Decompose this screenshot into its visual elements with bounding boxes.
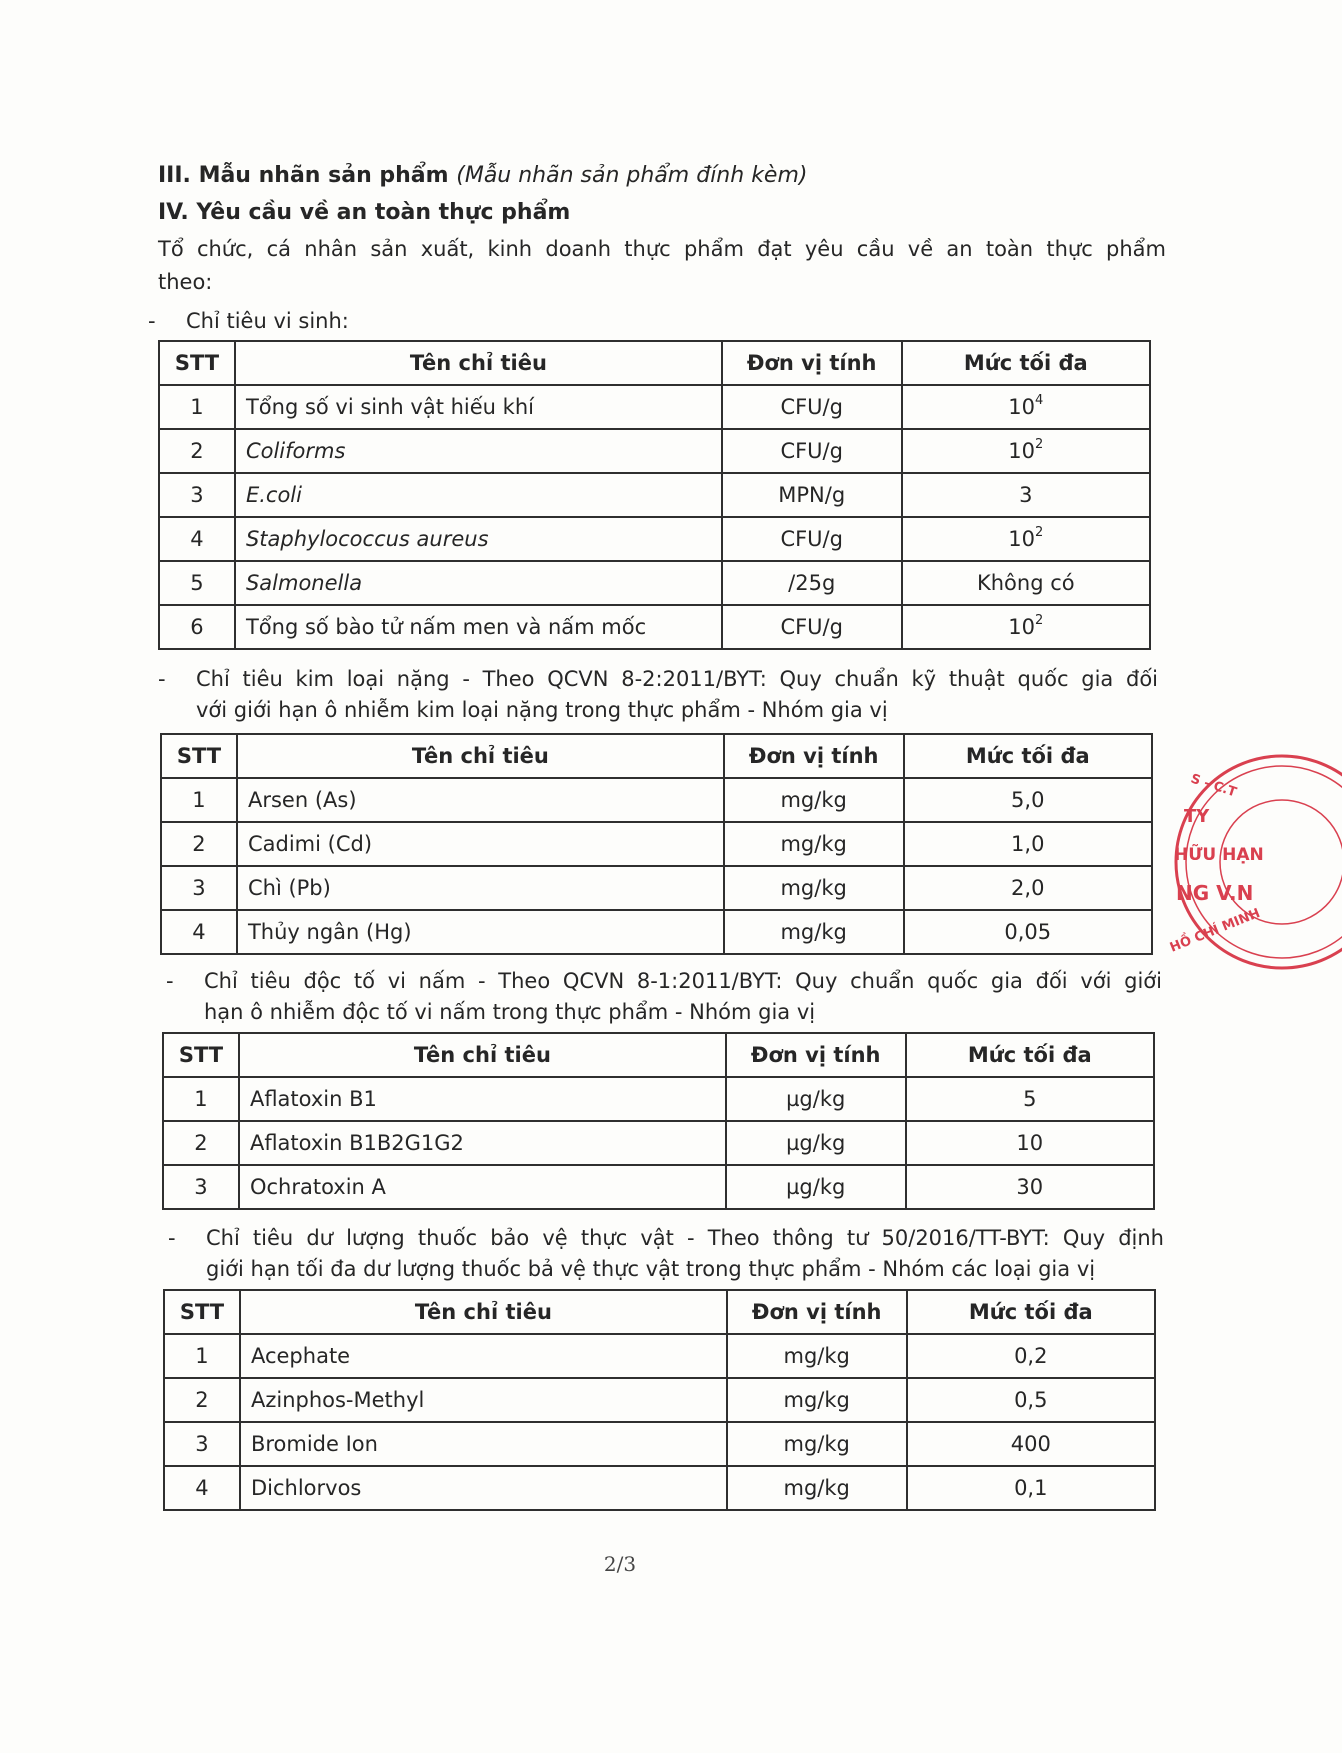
pesticides-table	[163, 1289, 1156, 1511]
stamp-text-3: HỮU HẠN	[1174, 845, 1264, 865]
header-name: Tên chỉ tiêu	[239, 1033, 726, 1077]
header-unit: Đơn vị tính	[722, 341, 902, 385]
heavy-metals-label-line2: với giới hạn ô nhiễm kim loại nặng trong thực phẩm - Nhóm gia vị	[196, 698, 888, 722]
header-unit: Đơn vị tính	[726, 1033, 906, 1077]
header-unit: Đơn vị tính	[727, 1290, 907, 1334]
header-unit: Đơn vị tính	[724, 734, 904, 778]
row-name: Bromide Ion	[240, 1422, 727, 1466]
row-stt: 5	[159, 561, 235, 605]
header-max: Mức tối đa	[906, 1033, 1154, 1077]
row-name: Aflatoxin B1	[239, 1077, 726, 1121]
row-name: Coliforms	[235, 429, 722, 473]
row-name: Thủy ngân (Hg)	[237, 910, 724, 954]
row-max: $10^2$	[902, 517, 1150, 561]
row-unit: mg/kg	[727, 1466, 907, 1510]
table-row	[159, 605, 1150, 649]
row-stt: 4	[161, 910, 237, 954]
row-unit: MPN/g	[722, 473, 902, 517]
row-stt: 2	[163, 1121, 239, 1165]
row-max: 0,5	[907, 1378, 1155, 1422]
document-page: III. Mẫu nhãn sản phẩm (Mẫu nhãn sản phẩm đính kèm) IV. Yêu cầu về an toàn thực phẩm Tổ chức, cá nhân sản xuất, kinh doanh thực phẩm đạt yêu cầu về an toàn thực phẩm theo: - Chỉ tiêu vi sinh: STT Tên chỉ tiêu Đơn vị tính Mức tối đa 1 Tổng số vi sinh vật hiếu khí CFU/g $10^4$ 2 Coliforms CFU/g $10^2$ 3 E.coli MPN/g 3 4 Staphylococcus aureus CFU/g $10^2$ 5 Salmonella /25g Không có 6 Tổng số bào tử nấm men và nấm mốc CFU/g $10^2$ - Chỉ tiêu kim loại nặng - Theo QCVN 8-2:2011/BYT: Quy chuẩn kỹ thuật quốc gia đối với giới hạn ô nhiễm kim loại nặng trong thực phẩm - Nhóm gia vị STT Tên chỉ tiêu Đơn vị tính Mức tối đa 1 Arsen (As) mg/kg 5,0 2 Cadimi (Cd) mg/kg 1,0 3 Chì (Pb) mg/kg 2,0 4 Thủy ngân (Hg) mg/kg 0,05 - Chỉ tiêu độc tố vi nấm - Theo QCVN 8-1:2011/BYT: Quy chuẩn quốc gia đối với giới hạn ô nhiễm độc tố vi nấm trong thực phẩm - Nhóm gia vị STT Tên chỉ tiêu Đơn vị tính Mức tối đa 1 Aflatoxin B1 µg/kg 5 2 Aflatoxin B1B2G1G2 µg/kg 10 3 Ochratoxin A µg/kg 30 - Chỉ tiêu dư lượng thuốc bảo vệ thực vật - Theo thông tư 50/2016/TT-BYT: Quy định giới hạn tối đa dư lượng thuốc bả vệ thực vật trong thực phẩm - Nhóm các loại gia vị STT Tên chỉ tiêu Đơn vị tính Mức tối đa 1 Acephate mg/kg 0,2 2 Azinphos-Methyl mg/kg 0,5 3 Bromide Ion mg/kg 400 4 Dichlorvos mg/kg 0,1 S - C.T TY HỮU HẠN NG V.N HỒ CHÍ MINH 2/3	[0, 0, 1240, 1753]
row-stt: 3	[159, 473, 235, 517]
row-name: Salmonella	[235, 561, 722, 605]
header-max: Mức tối đa	[907, 1290, 1155, 1334]
header-stt: STT	[159, 341, 235, 385]
pesticides-label-line2: giới hạn tối đa dư lượng thuốc bả vệ thực vật trong thực phẩm - Nhóm các loại gia vị	[206, 1257, 1096, 1281]
row-stt: 1	[161, 778, 237, 822]
row-max: $10^2$	[902, 605, 1150, 649]
stamp-text-5: HỒ CHÍ MINH	[1167, 905, 1263, 956]
row-name: Ochratoxin A	[239, 1165, 726, 1209]
row-max: 1,0	[904, 822, 1152, 866]
table-row	[164, 1466, 1155, 1510]
row-stt: 4	[164, 1466, 240, 1510]
row-stt: 3	[163, 1165, 239, 1209]
row-unit: /25g	[722, 561, 902, 605]
row-max: 0,05	[904, 910, 1152, 954]
row-name: Acephate	[240, 1334, 727, 1378]
row-name: Chì (Pb)	[237, 866, 724, 910]
row-max: 2,0	[904, 866, 1152, 910]
header-stt: STT	[164, 1290, 240, 1334]
row-unit: CFU/g	[722, 517, 902, 561]
row-name: E.coli	[235, 473, 722, 517]
header-name: Tên chỉ tiêu	[240, 1290, 727, 1334]
section-4-title: IV. Yêu cầu về an toàn thực phẩm	[158, 200, 571, 225]
row-max: 5,0	[904, 778, 1152, 822]
row-unit: CFU/g	[722, 605, 902, 649]
table-row	[159, 473, 1150, 517]
row-stt: 2	[159, 429, 235, 473]
pesticides-label: - Chỉ tiêu dư lượng thuốc bảo vệ thực vật - Theo thông tư 50/2016/TT-BYT: Quy định giới hạn tối đa dư lượng thuốc bả vệ thực vật trong thực phẩm - Nhóm các loại gia vị	[168, 1223, 1164, 1289]
row-unit: mg/kg	[724, 778, 904, 822]
row-max: 3	[902, 473, 1150, 517]
row-name: Cadimi (Cd)	[237, 822, 724, 866]
row-name: Arsen (As)	[237, 778, 724, 822]
row-max: Không có	[902, 561, 1150, 605]
table-header-row	[164, 1290, 1155, 1334]
row-name: Aflatoxin B1B2G1G2	[239, 1121, 726, 1165]
heavy-metals-label-line1: Chỉ tiêu kim loại nặng - Theo QCVN 8-2:2011/BYT: Quy chuẩn kỹ thuật quốc gia đối	[196, 667, 1158, 691]
header-max: Mức tối đa	[904, 734, 1152, 778]
table-row	[164, 1378, 1155, 1422]
section-4-intro-line1: Tổ chức, cá nhân sản xuất, kinh doanh thực phẩm đạt yêu cầu về an toàn thực phẩm	[158, 237, 1166, 261]
row-max: 400	[907, 1422, 1155, 1466]
header-max: Mức tối đa	[902, 341, 1150, 385]
row-unit: mg/kg	[724, 822, 904, 866]
row-unit: CFU/g	[722, 429, 902, 473]
stamp-seal-icon	[1162, 742, 1342, 982]
mycotoxins-table	[162, 1032, 1155, 1210]
section-4-intro-line2: theo:	[158, 270, 213, 294]
company-stamp	[1162, 742, 1264, 982]
header-stt: STT	[161, 734, 237, 778]
row-max: 0,2	[907, 1334, 1155, 1378]
table-row	[161, 778, 1152, 822]
row-stt: 1	[164, 1334, 240, 1378]
table-header-row	[161, 734, 1152, 778]
row-stt: 1	[163, 1077, 239, 1121]
mycotoxins-label: - Chỉ tiêu độc tố vi nấm - Theo QCVN 8-1:2011/BYT: Quy chuẩn quốc gia đối với giới hạn ô nhiễm độc tố vi nấm trong thực phẩm - Nhóm gia vị	[166, 966, 1162, 1032]
row-max: $10^4$	[902, 385, 1150, 429]
table-row	[161, 910, 1152, 954]
row-stt: 2	[161, 822, 237, 866]
mycotoxins-label-line1: Chỉ tiêu độc tố vi nấm - Theo QCVN 8-1:2011/BYT: Quy chuẩn quốc gia đối với giới	[204, 969, 1162, 993]
row-unit: µg/kg	[726, 1165, 906, 1209]
table-header-row	[163, 1033, 1154, 1077]
microbial-label-text: Chỉ tiêu vi sinh:	[186, 309, 349, 333]
row-stt: 6	[159, 605, 235, 649]
table-row	[161, 866, 1152, 910]
row-max: 10	[906, 1121, 1154, 1165]
section-3-note: (Mẫu nhãn sản phẩm đính kèm)	[456, 163, 808, 188]
row-unit: mg/kg	[727, 1422, 907, 1466]
table-row	[163, 1165, 1154, 1209]
section-3-heading	[158, 163, 807, 188]
table-row	[159, 385, 1150, 429]
row-max: 30	[906, 1165, 1154, 1209]
stamp-text-4: NG V.N	[1176, 881, 1254, 905]
header-name: Tên chỉ tiêu	[235, 341, 722, 385]
mycotoxins-label-line2: hạn ô nhiễm độc tố vi nấm trong thực phẩm - Nhóm gia vị	[204, 1000, 816, 1024]
row-max: 5	[906, 1077, 1154, 1121]
stamp-text-2: TY	[1184, 806, 1210, 827]
row-unit: µg/kg	[726, 1121, 906, 1165]
table-row	[159, 429, 1150, 473]
row-stt: 3	[164, 1422, 240, 1466]
table-row	[163, 1077, 1154, 1121]
row-unit: mg/kg	[727, 1334, 907, 1378]
table-row	[159, 517, 1150, 561]
header-name: Tên chỉ tiêu	[237, 734, 724, 778]
table-row	[159, 561, 1150, 605]
page-number: 2/3	[603, 1552, 637, 1576]
table-row	[163, 1121, 1154, 1165]
heavy-metals-label: - Chỉ tiêu kim loại nặng - Theo QCVN 8-2:2011/BYT: Quy chuẩn kỹ thuật quốc gia đối với giới hạn ô nhiễm kim loại nặng trong thực phẩm - Nhóm gia vị	[158, 664, 1158, 730]
row-name: Staphylococcus aureus	[235, 517, 722, 561]
row-unit: mg/kg	[724, 866, 904, 910]
row-name: Tổng số vi sinh vật hiếu khí	[235, 385, 722, 429]
row-name: Azinphos-Methyl	[240, 1378, 727, 1422]
section-3-title: III. Mẫu nhãn sản phẩm	[158, 163, 449, 188]
row-max: $10^2$	[902, 429, 1150, 473]
microbial-table	[158, 340, 1151, 650]
row-name: Tổng số bào tử nấm men và nấm mốc	[235, 605, 722, 649]
row-stt: 3	[161, 866, 237, 910]
row-max: 0,1	[907, 1466, 1155, 1510]
table-row	[164, 1422, 1155, 1466]
header-stt: STT	[163, 1033, 239, 1077]
row-name: Dichlorvos	[240, 1466, 727, 1510]
heavy-metals-table	[160, 733, 1153, 955]
row-unit: µg/kg	[726, 1077, 906, 1121]
table-row	[161, 822, 1152, 866]
row-unit: mg/kg	[727, 1378, 907, 1422]
row-stt: 2	[164, 1378, 240, 1422]
table-row	[164, 1334, 1155, 1378]
row-stt: 1	[159, 385, 235, 429]
row-unit: CFU/g	[722, 385, 902, 429]
table-header-row	[159, 341, 1150, 385]
row-stt: 4	[159, 517, 235, 561]
row-unit: mg/kg	[724, 910, 904, 954]
stamp-text-1: S - C.T	[1188, 771, 1239, 801]
pesticides-label-line1: Chỉ tiêu dư lượng thuốc bảo vệ thực vật - Theo thông tư 50/2016/TT-BYT: Quy định	[206, 1226, 1164, 1250]
